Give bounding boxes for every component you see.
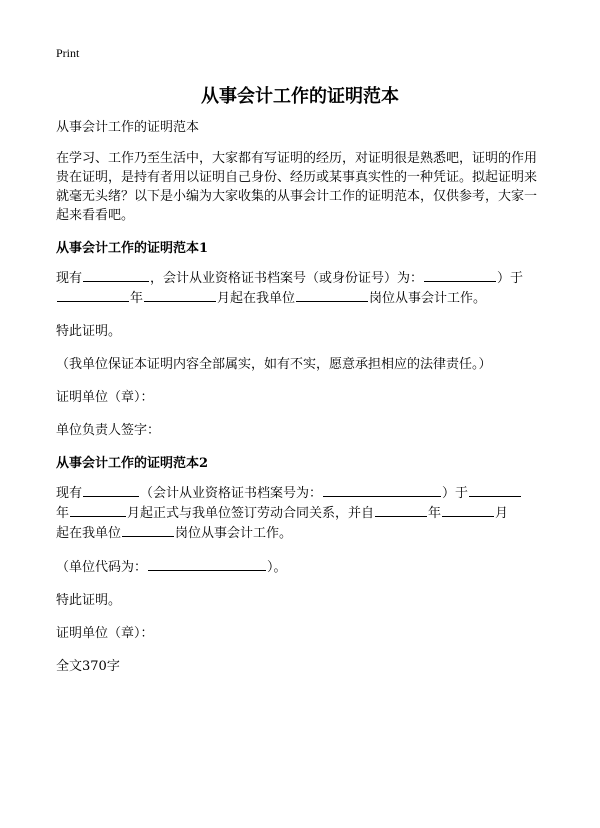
section2-heading: 从事会计工作的证明范本2 — [56, 456, 209, 471]
position-blank — [296, 288, 368, 302]
section2-text: ）于 — [442, 486, 469, 501]
section2-text: 年 — [56, 506, 70, 521]
section2-text: 年 — [428, 506, 442, 521]
print-label: Print — [56, 46, 80, 60]
section1-text: ）于 — [497, 271, 524, 286]
section2-statement — [56, 483, 544, 543]
section2-text: 岗位从事会计工作。 — [175, 526, 293, 541]
section2-text: 现有 — [56, 486, 83, 501]
section1-statement — [56, 268, 544, 308]
document-title: 从事会计工作的证明范本 — [201, 86, 399, 107]
section1-text: 月起在我单位 — [217, 291, 296, 306]
year-blank — [469, 483, 521, 497]
document-body — [56, 118, 544, 690]
start-year-blank — [375, 503, 427, 517]
section1-text: ，会计从业资格证书档案号（或身份证号）为： — [150, 271, 424, 286]
document-subtitle: 从事会计工作的证明范本 — [56, 120, 200, 135]
section1-signer: 单位负责人签字： — [56, 423, 161, 438]
section1-special-note: 特此证明。 — [56, 324, 122, 339]
section1-guarantee: （我单位保证本证明内容全部属实，如有不实，愿意承担相应的法律责任。） — [56, 357, 492, 372]
section2-text: 月起正式与我单位签订劳动合同关系，并自 — [127, 506, 375, 521]
section2-unit-code — [56, 557, 544, 577]
section2-text: 月 — [495, 506, 509, 521]
month-blank — [70, 503, 126, 517]
position-blank — [122, 523, 174, 537]
intro-paragraph: 在学习、工作乃至生活中，大家都有写证明的经历，对证明很是熟悉吧，证明的作用贵在证明，是持有者用以证明自己身份、经历或某事真实性的一种凭证。拟起证明来就毫无头绪？以下是小编为大家收集的从事会计工作的证明范本，仅供参考，大家一起来看看吧。 — [56, 151, 538, 223]
section1-issuing-unit: 证明单位（章）： — [56, 390, 154, 405]
month-blank — [144, 288, 216, 302]
name-blank — [83, 483, 139, 497]
section2-issuing-unit: 证明单位（章）： — [56, 626, 154, 641]
archive-number-blank — [424, 268, 496, 282]
section1-text: 现有 — [56, 271, 83, 286]
archive-number-blank — [323, 483, 441, 497]
word-count: 全文370字 — [56, 659, 120, 674]
name-blank — [83, 268, 149, 282]
unit-code-label: （单位代码为： — [56, 560, 148, 575]
year-blank — [57, 288, 129, 302]
section2-text: （会计从业资格证书档案号为： — [140, 486, 323, 501]
section1-text: 年 — [130, 291, 144, 306]
section1-text: 岗位从事会计工作。 — [369, 291, 487, 306]
section1-heading: 从事会计工作的证明范本1 — [56, 241, 209, 256]
start-month-blank — [442, 503, 494, 517]
unit-code-blank — [148, 557, 266, 571]
unit-code-suffix: ）。 — [267, 560, 287, 575]
section2-special-note: 特此证明。 — [56, 593, 122, 608]
section2-text: 起在我单位 — [56, 526, 122, 541]
